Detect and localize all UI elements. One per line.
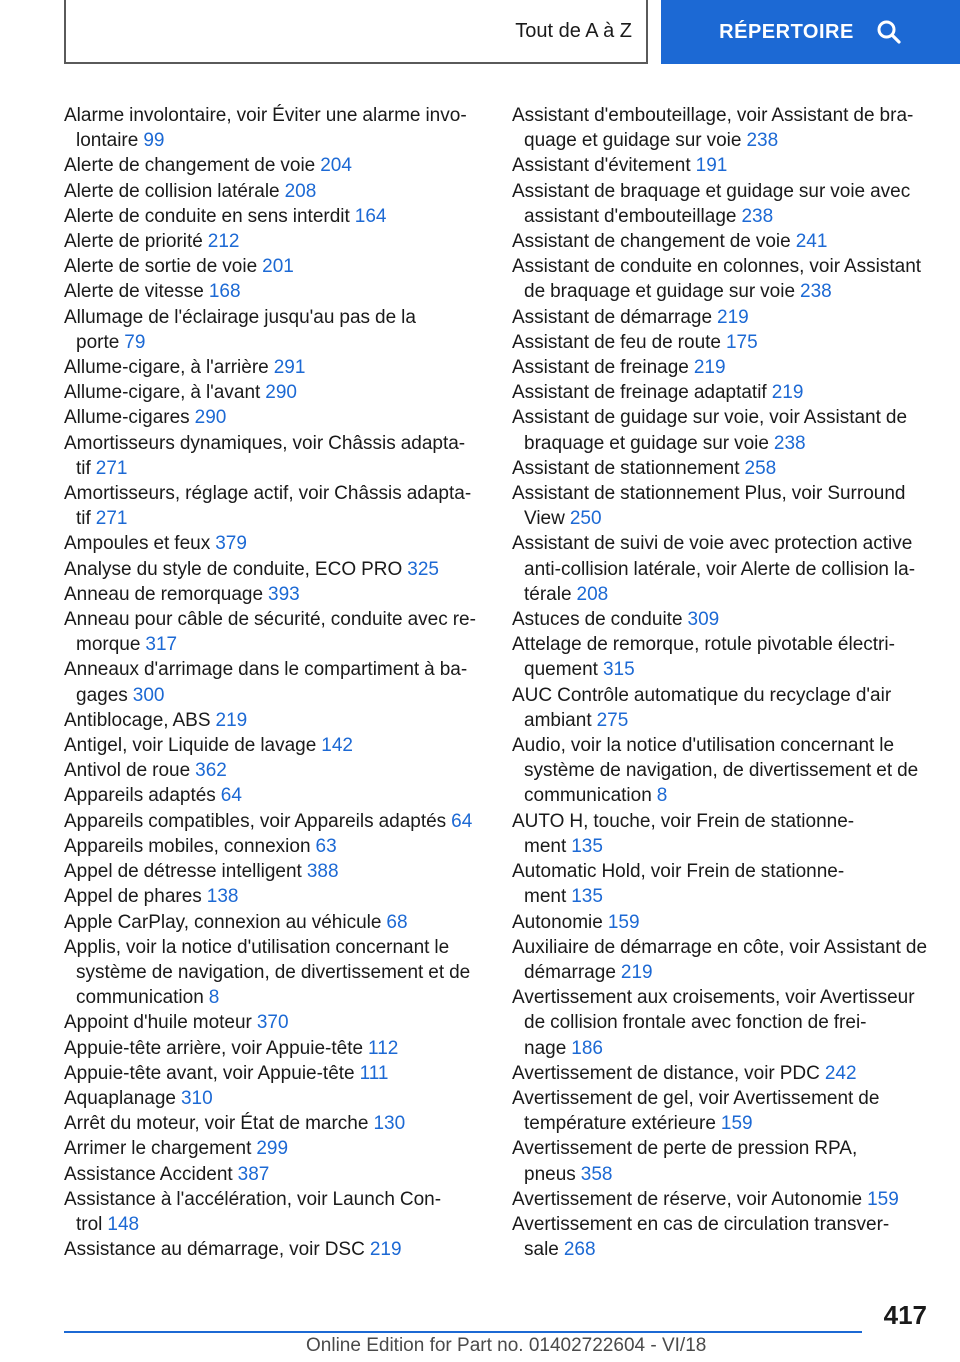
entry-text: Applis, voir la notice d'utilisation concernant le [64, 936, 450, 958]
page-link[interactable]: 159 [867, 1188, 899, 1210]
page-link[interactable]: 362 [195, 760, 227, 782]
entry-text: Appareils adaptés [64, 785, 216, 807]
entry-text: Antivol de roue [64, 760, 191, 782]
entry-text: Arrêt du moteur, voir État de marche [64, 1113, 369, 1135]
entry-text: Avertissement de distance, voir PDC [512, 1062, 820, 1084]
index-entry [64, 279, 484, 304]
page-link[interactable]: 315 [602, 659, 635, 681]
entry-text: Assistant d'embouteillage, voir Assistant de bra- [512, 105, 914, 126]
index-entry [64, 935, 484, 1011]
index-entry [64, 859, 484, 884]
entry-continuation: térale [524, 583, 572, 605]
page-link[interactable]: 387 [237, 1163, 270, 1185]
index-entry [64, 229, 484, 254]
page-link[interactable]: 99 [143, 130, 165, 152]
index-entry [512, 910, 942, 935]
index-entry [512, 456, 942, 481]
index-entry [64, 1036, 484, 1061]
index-entry [512, 1187, 942, 1212]
page-link[interactable]: 268 [563, 1239, 596, 1261]
page-link[interactable]: 317 [145, 634, 178, 656]
page-link[interactable]: 358 [580, 1163, 613, 1185]
entry-text: Assistance au démarrage, voir DSC [64, 1239, 365, 1261]
page-link[interactable]: 370 [256, 1012, 289, 1034]
edition-footer-text: Online Edition for Part no. 01402722604 - VI/18 [306, 1335, 707, 1356]
entry-continuation: nage [524, 1037, 567, 1059]
index-entry [64, 1237, 484, 1262]
index-entry [64, 380, 484, 405]
entry-text: Assistant de freinage adaptatif [512, 382, 767, 404]
page-link[interactable]: 238 [746, 130, 779, 152]
page-link[interactable]: 219 [369, 1239, 402, 1261]
entry-text: Attelage de remorque, rotule pivotable électri- [512, 634, 895, 656]
index-entry [64, 1010, 484, 1035]
entry-text: Allume-cigare, à l'avant [64, 382, 261, 404]
entry-text: Assistant de suivi de voie avec protection active [512, 533, 913, 555]
page-link[interactable]: 186 [571, 1037, 603, 1059]
page-link[interactable]: 111 [359, 1062, 389, 1084]
entry-continuation: pneus [524, 1163, 576, 1185]
entry-text: Arrimer le chargement [64, 1138, 252, 1160]
page-link[interactable]: 159 [720, 1113, 753, 1135]
index-entry [64, 607, 484, 657]
entry-text: Assistant de freinage [512, 357, 689, 379]
page-link[interactable]: 388 [306, 861, 339, 883]
entry-text: Assistant de braquage et guidage sur voie avec [512, 180, 911, 202]
entry-continuation: système de navigation, de divertissement et de [76, 961, 471, 983]
index-entry [64, 809, 484, 834]
index-entry [512, 531, 942, 607]
entry-text: AUC Contrôle automatique du recyclage d'air [512, 684, 892, 706]
entry-continuation: View [524, 508, 565, 530]
entry-text: Analyse du style de conduite, ECO PRO [64, 558, 403, 580]
a-to-z-label: Tout de A à Z [515, 19, 632, 42]
index-entry [64, 103, 484, 153]
index-entry [512, 1212, 942, 1262]
entry-text: Auxiliaire de démarrage en côte, voir Assistant de [512, 936, 928, 958]
entry-text: Appareils compatibles, voir Appareils adaptés [64, 810, 447, 832]
index-entry [512, 1136, 942, 1186]
entry-continuation: quement [524, 659, 598, 681]
index-entry [512, 103, 942, 153]
entry-text: Avertissement en cas de circulation transver- [512, 1213, 890, 1235]
entry-text: Assistant de changement de voie [512, 231, 791, 253]
index-entry [64, 1136, 484, 1161]
entry-text: Avertissement aux croisements, voir Avertisseur [512, 987, 915, 1009]
page-link[interactable]: 135 [571, 886, 603, 908]
index-entry [64, 834, 484, 859]
entry-continuation: ment [524, 835, 567, 857]
entry-text: Alarme involontaire, voir Éviter une alarme invo- [64, 105, 467, 126]
index-entry [64, 153, 484, 178]
page-link[interactable]: 79 [124, 331, 146, 353]
page-link[interactable]: 300 [132, 684, 165, 706]
page-link[interactable]: 238 [773, 432, 806, 454]
entry-text: AUTO H, touche, voir Frein de stationne- [512, 810, 855, 832]
entry-text: Appel de détresse intelligent [64, 861, 302, 883]
entry-text: Assistance à l'accélération, voir Launch Con- [64, 1188, 442, 1210]
page-link[interactable]: 175 [725, 331, 758, 353]
entry-text: Alerte de changement de voie [64, 155, 316, 177]
entry-continuation: quage et guidage sur voie [524, 130, 742, 152]
entry-text: Allumage de l'éclairage jusqu'au pas de la [64, 306, 416, 328]
entry-text: Anneau de remorquage [64, 583, 264, 605]
index-entry [512, 229, 942, 254]
index-entry [64, 405, 484, 430]
index-entry [512, 305, 942, 330]
index-entry [512, 330, 942, 355]
page-link[interactable]: 208 [576, 583, 609, 605]
page-link[interactable]: 208 [284, 180, 317, 202]
index-entry [512, 632, 942, 682]
repertoire-label: RÉPERTOIRE [719, 20, 854, 43]
entry-text: Assistance Accident [64, 1163, 233, 1185]
index-entry [64, 783, 484, 808]
index-entry [64, 1187, 484, 1237]
a-to-z-tab[interactable] [64, 0, 648, 64]
entry-text: Allume-cigare, à l'arrière [64, 357, 269, 379]
page-link[interactable]: 271 [95, 457, 128, 479]
index-entry [64, 557, 484, 582]
page-link[interactable]: 159 [607, 911, 640, 933]
entry-continuation: système de navigation, de divertissement et de [524, 760, 919, 782]
entry-continuation: anti-collision latérale, voir Alerte de collision la- [524, 558, 916, 580]
entry-text: Appel de phares [64, 886, 202, 908]
page-link[interactable]: 138 [206, 886, 239, 908]
page-link[interactable]: 250 [569, 508, 602, 530]
page-link[interactable]: 63 [315, 835, 337, 857]
entry-text: Assistant d'évitement [512, 155, 691, 177]
page-link[interactable]: 148 [107, 1213, 140, 1235]
entry-continuation: tif [76, 457, 91, 479]
entry-text: Automatic Hold, voir Frein de stationne- [512, 861, 845, 883]
page-link[interactable]: 201 [262, 256, 294, 278]
entry-text: Alerte de collision latérale [64, 180, 280, 202]
entry-text: Avertissement de gel, voir Avertissement de [512, 1087, 880, 1109]
page-link[interactable]: 112 [368, 1037, 399, 1059]
page-link[interactable]: 219 [771, 382, 804, 404]
index-entry [64, 884, 484, 909]
entry-text: Anneau pour câble de sécurité, conduite avec re- [64, 609, 476, 631]
index-entry [64, 657, 484, 707]
page-link[interactable]: 219 [215, 709, 248, 731]
index-entry [64, 531, 484, 556]
page-link[interactable]: 68 [386, 911, 408, 933]
index-entry [512, 481, 942, 531]
page-link[interactable]: 238 [741, 205, 774, 227]
entry-text: Alerte de conduite en sens interdit [64, 205, 350, 227]
page-link[interactable]: 290 [265, 382, 297, 404]
index-entry [64, 204, 484, 229]
entry-text: Avertissement de réserve, voir Autonomie [512, 1188, 863, 1210]
entry-text: Allume-cigares [64, 407, 190, 429]
index-entry [64, 254, 484, 279]
page-link[interactable]: 275 [596, 709, 629, 731]
index-entry [512, 153, 942, 178]
entry-text: Assistant de conduite en colonnes, voir Assistant [512, 256, 922, 278]
page-link[interactable]: 219 [693, 357, 726, 379]
entry-text: Anneaux d'arrimage dans le compartiment à ba- [64, 659, 468, 681]
entry-continuation: assistant d'embouteillage [524, 205, 737, 227]
page-number: 417 [883, 1300, 927, 1330]
entry-continuation: porte [76, 331, 120, 353]
page-link[interactable]: 291 [273, 357, 306, 379]
entry-continuation: gages [76, 684, 128, 706]
index-column-left [64, 103, 484, 1262]
index-entry [64, 1061, 484, 1086]
entry-text: Antiblocage, ABS [64, 709, 211, 731]
entry-text: Amortisseurs, réglage actif, voir Châssis adapta- [64, 483, 472, 505]
entry-continuation: ment [524, 886, 567, 908]
entry-text: Avertissement de perte de pression RPA, [512, 1138, 858, 1160]
search-icon [876, 19, 902, 45]
entry-continuation: lontaire [76, 130, 139, 152]
entry-text: Assistant de stationnement [512, 457, 740, 479]
page-link[interactable]: 241 [795, 231, 828, 253]
entry-text: Assistant de démarrage [512, 306, 713, 328]
index-entry [64, 910, 484, 935]
index-entry [64, 481, 484, 531]
index-entry [64, 733, 484, 758]
index-entry [512, 355, 942, 380]
index-entry [512, 935, 942, 985]
entry-continuation: de braquage et guidage sur voie [524, 281, 796, 303]
page-link[interactable]: 271 [95, 508, 128, 530]
entry-continuation: température extérieure [524, 1113, 716, 1135]
page-link[interactable]: 393 [268, 583, 300, 605]
page-link[interactable]: 130 [373, 1113, 406, 1135]
page-link[interactable]: 238 [800, 281, 832, 303]
entry-text: Ampoules et feux [64, 533, 211, 555]
page-link[interactable]: 299 [256, 1138, 289, 1160]
entry-text: Alerte de vitesse [64, 281, 204, 303]
index-entry [64, 431, 484, 481]
index-entry [64, 1162, 484, 1187]
page-link[interactable]: 64 [220, 785, 242, 807]
entry-continuation: de collision frontale avec fonction de frei- [524, 1012, 867, 1034]
index-entry [512, 179, 942, 229]
index-entry [64, 708, 484, 733]
index-entry [512, 380, 942, 405]
page-link[interactable]: 258 [744, 457, 777, 479]
index-entry [512, 1061, 942, 1086]
entry-text: Appoint d'huile moteur [64, 1012, 252, 1034]
entry-continuation: trol [76, 1213, 103, 1235]
entry-continuation: morque [76, 634, 141, 656]
page-link[interactable]: 64 [451, 810, 473, 832]
entry-text: Alerte de priorité [64, 231, 203, 253]
entry-text: Appuie-tête avant, voir Appuie-tête [64, 1062, 355, 1084]
page-link[interactable]: 164 [354, 205, 387, 227]
page-link[interactable]: 8 [656, 785, 668, 807]
entry-text: Assistant de stationnement Plus, voir Surround [512, 483, 906, 505]
entry-text: Aquaplanage [64, 1087, 176, 1109]
entry-continuation: braquage et guidage sur voie [524, 432, 769, 454]
page-link[interactable]: 168 [208, 281, 241, 303]
page-link[interactable]: 310 [180, 1087, 213, 1109]
entry-continuation: communication [76, 987, 204, 1009]
page-link[interactable]: 8 [208, 987, 220, 1009]
index-entry [512, 683, 942, 733]
index-entry [512, 405, 942, 455]
page-link[interactable]: 242 [824, 1062, 857, 1084]
index-entry [512, 254, 942, 304]
index-entry [64, 758, 484, 783]
index-column-right [512, 103, 942, 1262]
index-entry [512, 733, 942, 809]
page-link[interactable]: 142 [321, 735, 353, 757]
page-link[interactable]: 309 [687, 609, 720, 631]
entry-text: Amortisseurs dynamiques, voir Châssis adapta- [64, 432, 466, 454]
page-link[interactable]: 379 [215, 533, 247, 555]
entry-text: Appuie-tête arrière, voir Appuie-tête [64, 1037, 364, 1059]
entry-text: Autonomie [512, 911, 603, 933]
entry-continuation: tif [76, 508, 91, 530]
page-link[interactable]: 219 [717, 306, 749, 328]
index-entry [512, 985, 942, 1061]
index-entry [512, 859, 942, 909]
entry-text: Assistant de guidage sur voie, voir Assistant de [512, 407, 908, 429]
entry-continuation: démarrage [524, 961, 616, 983]
entry-text: Apple CarPlay, connexion au véhicule [64, 911, 382, 933]
entry-text: Assistant de feu de route [512, 331, 721, 353]
index-entry [512, 607, 942, 632]
index-entry [64, 1111, 484, 1136]
index-entry [512, 809, 942, 859]
page-link[interactable]: 325 [407, 558, 439, 580]
index-entry [64, 582, 484, 607]
entry-continuation: communication [524, 785, 652, 807]
index-entry [64, 1086, 484, 1111]
repertoire-tab[interactable] [661, 0, 960, 64]
page-link[interactable]: 191 [695, 155, 728, 177]
entry-continuation: ambiant [524, 709, 592, 731]
page-link[interactable]: 212 [207, 231, 240, 253]
index-entry [64, 305, 484, 355]
entry-text: Antigel, voir Liquide de lavage [64, 735, 317, 757]
entry-text: Appareils mobiles, connexion [64, 835, 311, 857]
entry-text: Alerte de sortie de voie [64, 256, 258, 278]
entry-continuation: sale [524, 1239, 559, 1261]
entry-text: Astuces de conduite [512, 609, 683, 631]
index-entry [64, 355, 484, 380]
page-link[interactable]: 290 [194, 407, 227, 429]
page-link[interactable]: 135 [571, 835, 603, 857]
entry-text: Audio, voir la notice d'utilisation concernant le [512, 735, 895, 757]
page-link[interactable]: 204 [320, 155, 352, 177]
page-link[interactable]: 219 [620, 961, 653, 983]
index-entry [64, 179, 484, 204]
index-entry [512, 1086, 942, 1136]
footer-divider [64, 1331, 862, 1333]
